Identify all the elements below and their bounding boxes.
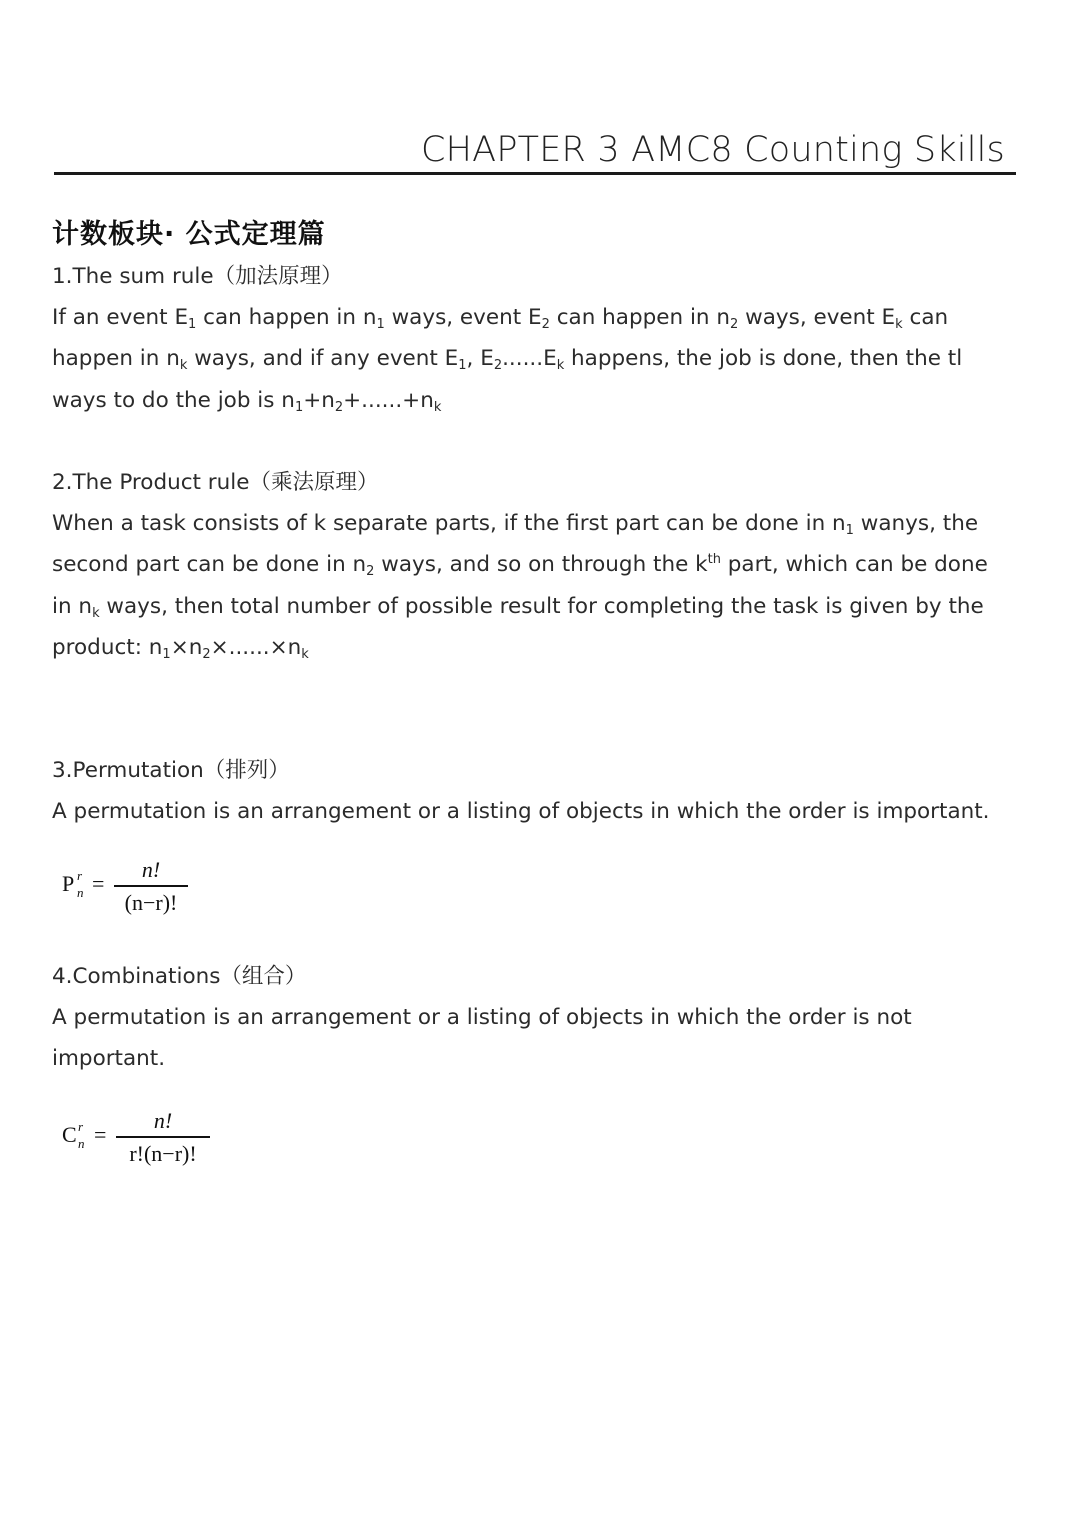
combinations-symbol: C — [62, 1122, 77, 1147]
product-rule-line-2: second part can be done in $n_2$ ways, and so on through the $k^{th}$ part, which can be done — [52, 552, 988, 580]
permutation-formula — [62, 855, 202, 925]
product-rule-line-3: in $n_k$ ways, then total number of possible result for completing the task is given by the — [52, 593, 984, 621]
sum-rule-line-3: ways to do the job is $n_1+n_2+......+n_k$ — [52, 387, 442, 415]
combinations-formula-lhs — [62, 1119, 85, 1151]
sum-rule-line-1: If an event $E_1$ can happen in $n_1$ ways, event $E_2$ can happen in $n_2$ ways, event $E_k$ can — [52, 305, 949, 333]
combinations-section — [52, 956, 1012, 1080]
combinations-heading: 4.Combinations（组合） — [52, 964, 307, 989]
permutation-sup: r — [77, 868, 83, 883]
permutation-symbol: P — [62, 871, 75, 896]
combinations-numerator: n! — [153, 1108, 173, 1133]
permutation-formula-lhs — [62, 868, 84, 900]
sum-rule-section — [52, 256, 1012, 421]
combinations-definition-1: A permutation is an arrangement or a listing of objects in which the order is not — [52, 1005, 912, 1031]
header-divider — [54, 172, 1016, 175]
product-rule-line-1: When a task consists of k separate parts, if the first part can be done in $n_1$ wanys, the — [52, 511, 979, 539]
product-rule-line-4: product: $n_1\times n_2\times......\times n_k$ — [52, 634, 309, 662]
combinations-denominator: r!(n−r)! — [129, 1140, 197, 1166]
permutation-equals: = — [92, 871, 105, 896]
permutation-heading: 3.Permutation（排列） — [52, 758, 290, 783]
chapter-title: CHAPTER 3 AMC8 Counting Skills — [421, 130, 1005, 170]
combinations-formula — [62, 1106, 222, 1176]
product-rule-heading: 2.The Product rule（乘法原理） — [52, 470, 379, 495]
combinations-fraction — [116, 1106, 210, 1170]
combinations-equals: = — [94, 1122, 107, 1147]
combinations-sub: n — [78, 1136, 85, 1151]
section-heading: 计数板块· 公式定理篇 — [52, 219, 326, 250]
combinations-sup: r — [78, 1119, 84, 1134]
permutation-definition: A permutation is an arrangement or a listing of objects in which the order is important. — [52, 799, 990, 825]
product-rule-section — [52, 462, 1012, 668]
permutation-numerator: n! — [141, 857, 161, 882]
sum-rule-line-2: happen in $n_k$ ways, and if any event $E_1$, $E_2......E_k$ happens, the job is done, then the tl — [52, 346, 963, 374]
sum-rule-heading: 1.The sum rule（加法原理） — [52, 264, 343, 289]
permutation-section — [52, 750, 1012, 832]
permutation-sub: n — [77, 885, 84, 900]
permutation-fraction — [114, 855, 188, 919]
permutation-denominator: (n−r)! — [124, 889, 178, 915]
combinations-definition-2: important. — [52, 1046, 166, 1072]
